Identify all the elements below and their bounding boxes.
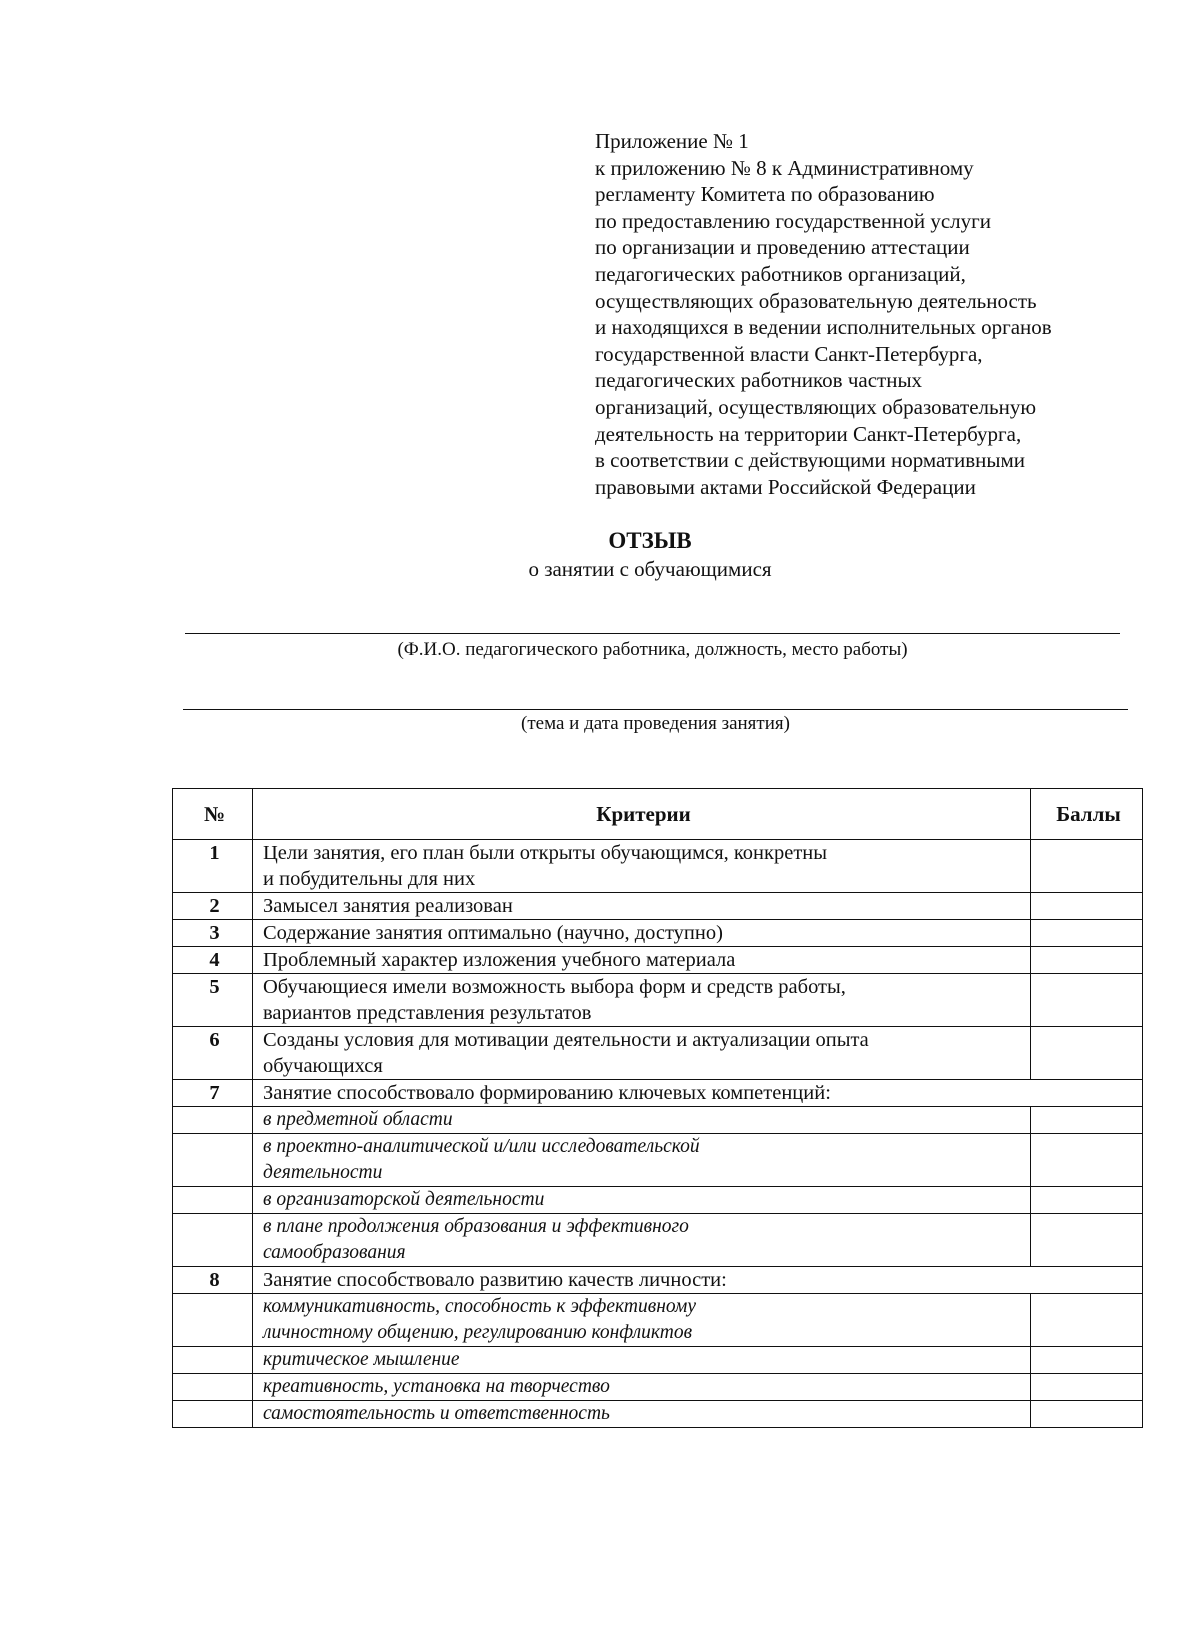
criterion-text: в проектно-аналитической и/или исследовательской: [263, 1136, 700, 1157]
score-cell[interactable]: [1031, 1214, 1143, 1267]
document-subtitle: о занятии с обучающимися: [528, 557, 772, 581]
table-row: [173, 1134, 1143, 1187]
table-row: [173, 920, 1143, 947]
criterion-cell: [253, 1401, 1031, 1428]
score-cell[interactable]: [1031, 1347, 1143, 1374]
table-row: [173, 1267, 1143, 1294]
topic-caption: (тема и дата проведения занятия): [521, 713, 790, 734]
criterion-text: в предметной области: [263, 1109, 453, 1130]
table-row: [173, 974, 1143, 1027]
criterion-cell: [253, 1080, 1143, 1107]
score-cell[interactable]: [1031, 947, 1143, 974]
score-cell[interactable]: [1031, 1107, 1143, 1134]
appendix-line: Приложение № 1: [595, 129, 749, 153]
row-number: [173, 1134, 253, 1187]
criterion-text: Занятие способствовало формированию ключевых компетенций:: [263, 1082, 831, 1104]
criterion-cell: [253, 1347, 1031, 1374]
criterion-cell: [253, 1294, 1031, 1347]
table-row: [173, 1080, 1143, 1107]
table-body: [173, 840, 1143, 1428]
appendix-line: педагогических работников частных: [595, 368, 923, 393]
row-number: [173, 1347, 253, 1374]
score-cell[interactable]: [1031, 1374, 1143, 1401]
table-row: [173, 1107, 1143, 1134]
criterion-text: Обучающиеся имели возможность выбора форм и средств работы,: [263, 976, 846, 998]
criterion-cell: [253, 1187, 1031, 1214]
appendix-line: по предоставлению государственной услуги: [595, 208, 991, 233]
row-number: 7: [173, 1080, 253, 1107]
row-number: [173, 1374, 253, 1401]
row-number: [173, 1187, 253, 1214]
criterion-text: Созданы условия для мотивации деятельности и актуализации опыта: [263, 1029, 869, 1051]
table-row: [173, 840, 1143, 893]
appendix-line: к приложению № 8 к Административному: [595, 155, 974, 180]
appendix-line: в соответствии с действующими нормативными: [595, 448, 1026, 473]
appendix-line: государственной власти Санкт-Петербурга,: [595, 341, 983, 366]
appendix-line: регламенту Комитета по образованию: [595, 182, 935, 207]
table-row: [173, 1214, 1143, 1267]
row-number: 3: [173, 920, 253, 947]
criterion-text: самообразования: [263, 1242, 406, 1263]
score-cell[interactable]: [1031, 1187, 1143, 1214]
criterion-text: креативность, установка на творчество: [263, 1376, 610, 1397]
teacher-caption: (Ф.И.О. педагогического работника, должность, место работы): [397, 639, 908, 660]
criterion-text: Содержание занятия оптимально (научно, доступно): [263, 922, 723, 944]
score-cell[interactable]: [1031, 920, 1143, 947]
row-number: 8: [173, 1267, 253, 1294]
criterion-cell: [253, 1027, 1031, 1080]
criterion-cell: [253, 1134, 1031, 1187]
criterion-text: Замысел занятия реализован: [263, 895, 513, 917]
row-number: [173, 1294, 253, 1347]
criterion-cell: [253, 840, 1031, 893]
table-row: [173, 1401, 1143, 1428]
criterion-text: вариантов представления результатов: [263, 1002, 592, 1024]
criterion-cell: [253, 1214, 1031, 1267]
criteria-table: [172, 788, 1143, 1428]
criterion-text: в организаторской деятельности: [263, 1189, 545, 1210]
row-number: 1: [173, 840, 253, 893]
table-row: [173, 1374, 1143, 1401]
appendix-line: правовыми актами Российской Федерации: [595, 474, 976, 499]
criterion-cell: [253, 1107, 1031, 1134]
criterion-cell: [253, 1374, 1031, 1401]
criterion-text: коммуникативность, способность к эффективному: [263, 1296, 696, 1317]
score-cell[interactable]: [1031, 893, 1143, 920]
criterion-cell: [253, 974, 1031, 1027]
criterion-text: Занятие способствовало развитию качеств личности:: [263, 1269, 727, 1291]
appendix-line: организаций, осуществляющих образовательную: [595, 394, 1037, 419]
criterion-text: Цели занятия, его план были открыты обучающимся, конкретны: [263, 842, 828, 864]
header-score: Баллы: [1031, 789, 1143, 840]
criterion-text: обучающихся: [263, 1055, 383, 1077]
appendix-line: и находящихся в ведении исполнительных органов: [595, 315, 1052, 340]
criterion-cell: [253, 947, 1031, 974]
header-criteria: Критерии: [253, 789, 1031, 840]
row-number: 5: [173, 974, 253, 1027]
criterion-text: и побудительны для них: [263, 868, 476, 890]
criterion-text: самостоятельность и ответственность: [263, 1403, 610, 1424]
table-row: [173, 1347, 1143, 1374]
table-row: [173, 1187, 1143, 1214]
score-cell[interactable]: [1031, 840, 1143, 893]
appendix-line: по организации и проведению аттестации: [595, 235, 970, 260]
score-cell[interactable]: [1031, 1294, 1143, 1347]
table-row: [173, 1027, 1143, 1080]
score-cell[interactable]: [1031, 974, 1143, 1027]
topic-fill-line: [183, 709, 1128, 710]
criterion-text: в плане продолжения образования и эффективного: [263, 1216, 689, 1237]
row-number: 4: [173, 947, 253, 974]
criterion-text: критическое мышление: [263, 1349, 460, 1370]
header-num: №: [173, 789, 253, 840]
row-number: [173, 1214, 253, 1267]
criterion-cell: [253, 920, 1031, 947]
score-cell[interactable]: [1031, 1027, 1143, 1080]
row-number: [173, 1107, 253, 1134]
appendix-line: педагогических работников организаций,: [595, 261, 966, 286]
row-number: 6: [173, 1027, 253, 1080]
row-number: [173, 1401, 253, 1428]
criterion-text: деятельности: [263, 1162, 383, 1183]
document-title: ОТЗЫВ: [608, 528, 692, 553]
criterion-cell: [253, 1267, 1143, 1294]
teacher-fill-line: [185, 633, 1120, 634]
table-header-row: [173, 789, 1143, 840]
criterion-cell: [253, 893, 1031, 920]
score-cell[interactable]: [1031, 1134, 1143, 1187]
table-row: [173, 893, 1143, 920]
appendix-line: осуществляющих образовательную деятельность: [595, 288, 1037, 313]
table-row: [173, 947, 1143, 974]
score-cell[interactable]: [1031, 1401, 1143, 1428]
appendix-header: [595, 128, 1155, 500]
criterion-text: Проблемный характер изложения учебного материала: [263, 949, 736, 971]
appendix-line: деятельность на территории Санкт-Петербурга,: [595, 421, 1022, 446]
table-row: [173, 1294, 1143, 1347]
row-number: 2: [173, 893, 253, 920]
criterion-text: личностному общению, регулированию конфликтов: [263, 1322, 693, 1343]
